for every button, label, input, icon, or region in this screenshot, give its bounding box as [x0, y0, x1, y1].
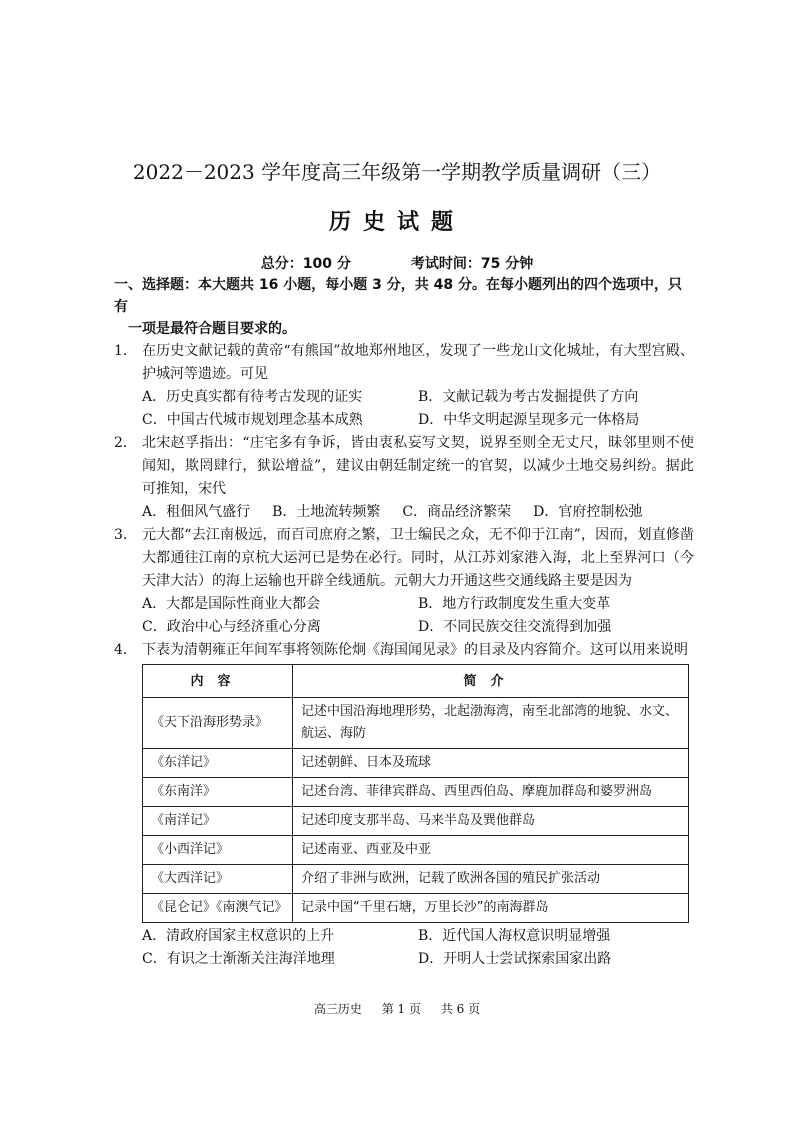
footer-subject: 高三历史 — [313, 1002, 362, 1016]
options — [142, 925, 694, 971]
table-row — [143, 894, 689, 923]
option-b: B．地方行政制度发生重大变革 — [418, 596, 611, 612]
option-b: B．文献记载为考古发掘提供了方向 — [418, 389, 639, 405]
header-summary: 简介 — [293, 665, 689, 698]
cell-content: 《东洋记》 — [143, 749, 293, 778]
option-d: D．中华文明起源呈现多元一体格局 — [418, 412, 640, 428]
header-content: 内容 — [143, 665, 293, 698]
cell-summary: 记述南亚、西亚及中亚 — [293, 836, 689, 865]
page-footer — [0, 1001, 794, 1017]
question-1 — [114, 340, 694, 432]
cell-summary: 记述中国沿海地理形势，北起渤海湾，南至北部湾的地貌、水文、航运、海防 — [293, 698, 689, 749]
footer-page: 第 1 页 — [381, 1002, 421, 1016]
cell-content: 《昆仑记》《南澳气记》 — [143, 894, 293, 923]
cell-summary: 介绍了非洲与欧洲，记载了欧洲各国的殖民扩张活动 — [293, 865, 689, 894]
catalog-table — [142, 664, 689, 923]
subject-title: 历史试题 — [328, 210, 465, 235]
cell-content: 《东南洋》 — [143, 778, 293, 807]
option-c: C．有识之士渐渐关注海洋地理 — [142, 951, 335, 967]
option-a: A．清政府国家主权意识的上升 — [142, 928, 335, 944]
cell-summary: 记述朝鲜、日本及琉球 — [293, 749, 689, 778]
option-d: D．开明人士尝试探索国家出路 — [418, 951, 612, 967]
cell-content: 《小西洋记》 — [143, 836, 293, 865]
table-row — [143, 865, 689, 894]
table-header-row — [143, 665, 689, 698]
option-b: B．近代国人海权意识明显增强 — [418, 928, 611, 944]
section-instructions — [114, 274, 694, 340]
footer-total: 共 6 页 — [440, 1002, 481, 1016]
question-2 — [114, 432, 694, 524]
question-number: 4． — [114, 642, 137, 658]
option-a: A．历史真实都有待考古发现的证实 — [142, 389, 363, 405]
option-d: D．不同民族交往交流得到加强 — [418, 619, 612, 635]
total-score: 总分：100 分 — [260, 256, 351, 272]
cell-content: 《天下沿海形势录》 — [143, 698, 293, 749]
cell-content: 《南洋记》 — [143, 807, 293, 836]
option-a: A．租佃风气盛行 — [142, 504, 251, 520]
question-stem: 在历史文献记载的黄帝“有熊国”故地郑州地区，发现了一些龙山文化城址，有大型宫殿、护城河等遗迹。可见 — [142, 343, 694, 382]
option-c: C．政治中心与经济重心分离 — [142, 619, 321, 635]
question-stem: 元大都“去江南极远，而百司庶府之繁，卫士编民之众，无不仰于江南”，因而，划直修凿大都通往江南的京杭大运河已是势在必行。同时，从江苏刘家港入海，北上至界河口（今天津大沽）的海上运输也开辟全线通航。元朝大力开通这些交通线路主要是因为 — [142, 527, 694, 589]
option-a: A．大都是国际性商业大都会 — [142, 596, 321, 612]
table-row — [143, 749, 689, 778]
cell-summary: 记录中国“千里石塘，万里长沙”的南海群岛 — [293, 894, 689, 923]
table-row — [143, 807, 689, 836]
question-number: 3． — [114, 527, 137, 543]
question-4 — [114, 639, 694, 971]
table-row — [143, 778, 689, 807]
question-number: 2． — [114, 435, 137, 451]
options — [142, 593, 694, 639]
exam-title: 2022－2023 学年度高三年级第一学期教学质量调研（三） — [132, 160, 662, 184]
question-3 — [114, 524, 694, 639]
option-c: C．商品经济繁荣 — [402, 504, 512, 520]
question-stem: 北宋赵孚指出：“庄宅多有争诉，皆由衷私妄写文契，说界至则全无丈尺，昧邻里则不使闻知，欺罔肆行，狱讼增益”，建议由朝廷制定统一的官契，以减少土地交易纠纷。据此可推知，宋代 — [142, 435, 694, 497]
cell-summary: 记述台湾、菲律宾群岛、西里西伯岛、摩鹿加群岛和婆罗洲岛 — [293, 778, 689, 807]
question-stem: 下表为清朝雍正年间军事将领陈伦炯《海国闻见录》的目录及内容简介。这可以用来说明 — [142, 642, 688, 658]
exam-meta — [0, 254, 794, 274]
question-number: 1． — [114, 343, 137, 359]
option-b: B．土地流转频繁 — [272, 504, 381, 520]
table-row — [143, 698, 689, 749]
section-line-1: 一、选择题：本大题共 16 小题，每小题 3 分，共 48 分。在每小题列出的四个选项中，只有 — [114, 277, 682, 315]
table-row — [143, 836, 689, 865]
exam-time: 考试时间：75 分钟 — [410, 256, 534, 272]
option-c: C．中国古代城市规划理念基本成熟 — [142, 412, 363, 428]
options — [142, 386, 694, 432]
options — [142, 501, 694, 524]
cell-content: 《大西洋记》 — [143, 865, 293, 894]
section-line-2: 一项是最符合题目要求的。 — [128, 321, 296, 337]
option-d: D．官府控制松弛 — [533, 504, 643, 520]
cell-summary: 记述印度支那半岛、马来半岛及巽他群岛 — [293, 807, 689, 836]
